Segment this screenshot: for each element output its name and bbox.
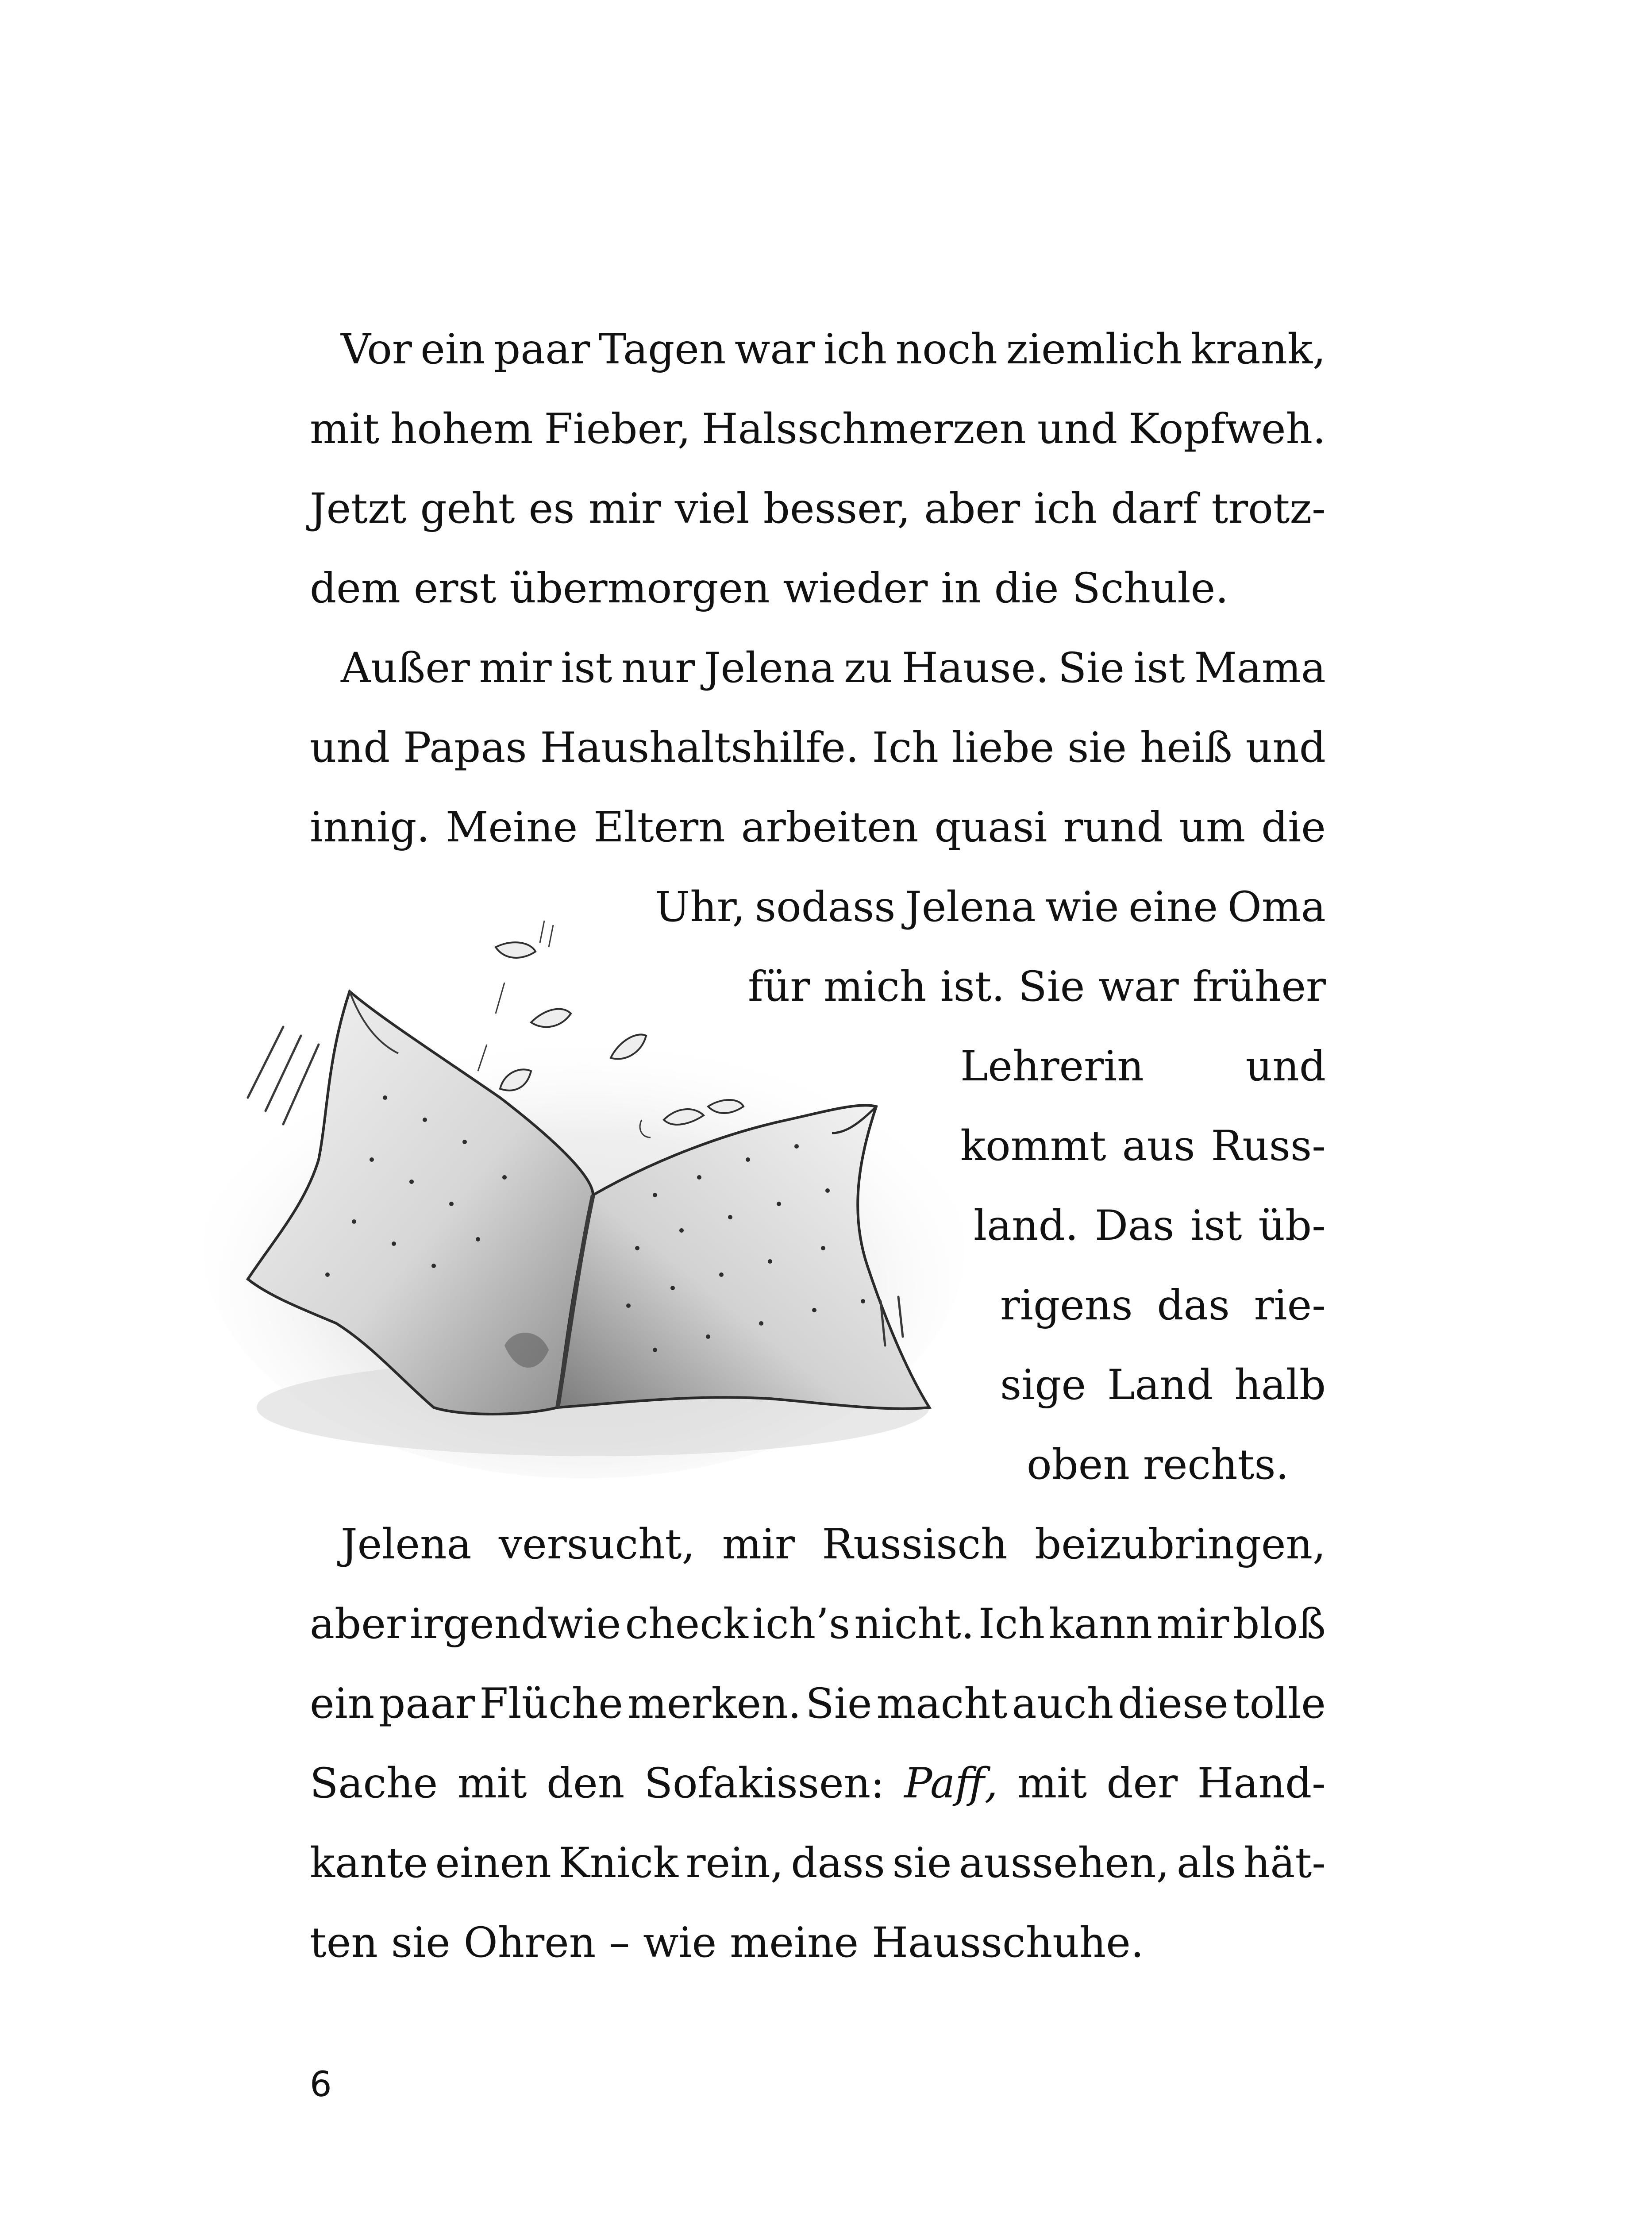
text-line: kommt aus Russ- xyxy=(960,1122,1326,1170)
text-line: sige Land halb xyxy=(1000,1361,1326,1409)
text-line: Außer mir ist nur Jelena zu Hause. Sie ist Mama xyxy=(341,644,1326,692)
text-line: Vor ein paar Tagen war ich noch ziemlich krank, xyxy=(341,325,1326,374)
text-line: aber irgendwie check ich’s nicht. Ich kann mir bloß xyxy=(310,1600,1326,1648)
text-line: Jetzt geht es mir viel besser, aber ich darf trotz- xyxy=(310,485,1326,533)
emphasis-paff: Paff, xyxy=(904,1759,998,1808)
text-line: ten sie Ohren – wie meine Hausschuhe. xyxy=(310,1919,1144,1967)
text-line: ein paar Flüche merken. Sie macht auch diese tolle xyxy=(310,1680,1326,1728)
text-line: kante einen Knick rein, dass sie aussehen, als hät- xyxy=(310,1839,1326,1887)
text-line: rigens das rie- xyxy=(1000,1281,1326,1330)
text-line: Jelena versucht, mir Russisch beizubringen, xyxy=(341,1520,1326,1569)
text-line: oben rechts. xyxy=(1027,1441,1289,1489)
text-line: land. Das ist üb- xyxy=(974,1202,1326,1250)
text-line: Sache mit den Sofakissen: Paff, mit der Hand- xyxy=(310,1744,1326,1824)
feather-icon xyxy=(496,942,535,958)
pillow-illustration xyxy=(195,912,974,1487)
text-line: dem erst übermorgen wieder in die Schule. xyxy=(310,564,1229,613)
text-line: mit hohem Fieber, Halsschmerzen und Kopfweh. xyxy=(310,405,1326,453)
text-line: für mich ist. Sie war früher xyxy=(748,963,1326,1011)
page-number: 6 xyxy=(310,2065,332,2105)
text-line: Uhr, sodass Jelena wie eine Oma xyxy=(655,883,1326,931)
text-line: innig. Meine Eltern arbeiten quasi rund um die xyxy=(310,803,1326,852)
text-line: Lehrerin und xyxy=(960,1042,1326,1091)
text-line: und Papas Haushaltshilfe. Ich liebe sie heiß und xyxy=(310,724,1326,772)
